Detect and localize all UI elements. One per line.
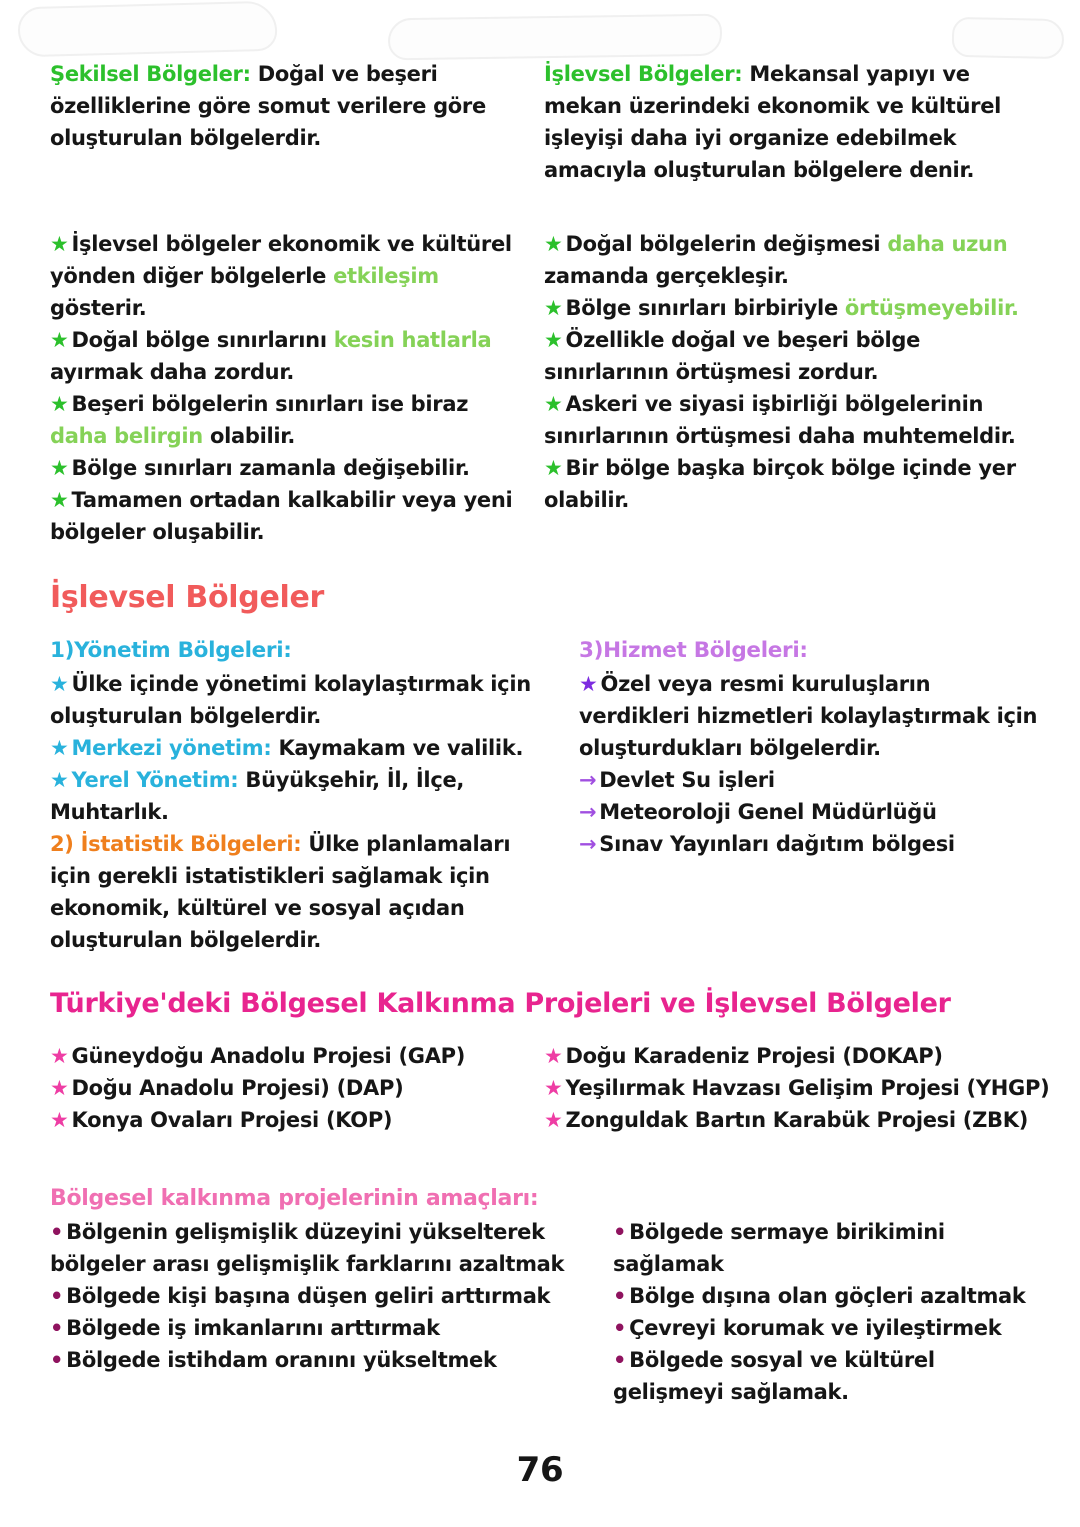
text-segment: Askeri ve siyasi işbirliği bölgelerinin sınırlarının örtüşmesi daha muhtemeldir. — [544, 392, 1016, 448]
dot-bullet-icon: • — [50, 1348, 64, 1372]
goals-column-right — [613, 1182, 1044, 1408]
text-segment: Meteoroloji Genel Müdürlüğü — [599, 800, 937, 824]
text-segment: Doğal bölgelerin değişmesi — [565, 232, 888, 256]
star-icon: ★ — [544, 456, 563, 480]
goal-item — [613, 1344, 1044, 1408]
goal-item — [50, 1280, 595, 1312]
star-icon: ★ — [50, 232, 69, 256]
goal-list-left — [50, 1216, 595, 1376]
text-segment: Konya Ovaları Projesi (KOP) — [71, 1108, 393, 1132]
fact-item — [544, 324, 1044, 388]
yonetim-list — [50, 668, 555, 956]
text-segment: Sınav Yayınları dağıtım bölgesi — [599, 832, 955, 856]
highlighted-text: daha uzun — [887, 232, 1008, 256]
text-segment: gösterir. — [50, 296, 147, 320]
text-segment: Çevreyi korumak ve iyileştirmek — [629, 1316, 1002, 1340]
goals-column-left — [50, 1182, 595, 1408]
star-icon: ★ — [544, 1076, 563, 1100]
text-segment: ayırmak daha zordur. — [50, 360, 295, 384]
hizmet-item — [579, 668, 1044, 764]
goal-item — [50, 1312, 595, 1344]
star-icon: ★ — [50, 456, 69, 480]
fact-item — [50, 452, 520, 484]
text-segment: Kaymakam ve valilik. — [271, 736, 524, 760]
text-segment: Özellikle doğal ve beşeri bölge sınırlarının örtüşmesi zordur. — [544, 328, 921, 384]
yonetim-item — [50, 668, 555, 732]
highlighted-text: etkileşim — [333, 264, 439, 288]
star-icon: ★ — [544, 1044, 563, 1068]
star-icon: ★ — [544, 328, 563, 352]
project-item — [50, 1040, 520, 1072]
dot-bullet-icon: • — [613, 1348, 627, 1372]
text-segment: zamanda gerçekleşir. — [544, 264, 789, 288]
project-item — [544, 1072, 1049, 1104]
fact-item — [544, 292, 1044, 324]
star-icon: ★ — [544, 392, 563, 416]
definition-term: Şekilsel Bölgeler: — [50, 62, 251, 86]
star-icon: ★ — [50, 392, 69, 416]
text-segment: Güneydoğu Anadolu Projesi (GAP) — [71, 1044, 466, 1068]
definition-term: İşlevsel Bölgeler: — [544, 62, 743, 86]
definitions-row — [50, 58, 1044, 186]
fact-item — [50, 388, 520, 452]
text-segment: Bölge sınırları zamanla değişebilir. — [71, 456, 470, 480]
project-list-right — [544, 1040, 1049, 1136]
section-heading-kalkinma-projeleri: Türkiye'deki Bölgesel Kalkınma Projeleri ve İşlevsel Bölgeler — [50, 988, 951, 1019]
fact-item — [50, 324, 520, 388]
project-item — [544, 1104, 1049, 1136]
text-segment: Doğu Karadeniz Projesi (DOKAP) — [565, 1044, 943, 1068]
dot-bullet-icon: • — [613, 1284, 627, 1308]
fact-list-right — [544, 228, 1044, 548]
star-icon: ★ — [544, 1108, 563, 1132]
text-segment: Bölgede sosyal ve kültürel gelişmeyi sağlamak. — [613, 1348, 935, 1404]
fact-item — [544, 228, 1044, 292]
star-icon: ★ — [50, 736, 69, 760]
goal-item — [50, 1344, 595, 1376]
fact-item — [544, 388, 1044, 452]
fact-item — [544, 452, 1044, 516]
dot-bullet-icon: • — [50, 1284, 64, 1308]
star-icon: ★ — [50, 1076, 69, 1100]
goals-row — [50, 1182, 1044, 1408]
text-segment: Bölgede sermaye birikimini sağlamak — [613, 1220, 945, 1276]
project-item — [50, 1104, 520, 1136]
star-icon: ★ — [50, 1108, 69, 1132]
text-segment: Ülke planlamaları için gerekli istatistikleri sağlamak için ekonomik, kültürel ve sosyal açıdan oluşturulan bölgelerdir. — [50, 832, 511, 952]
goal-item — [613, 1312, 1044, 1344]
definition-islevsel — [544, 58, 1044, 186]
text-segment: Ülke içinde yönetimi kolaylaştırmak için oluşturulan bölgelerdir. — [50, 672, 531, 728]
text-segment: Beşeri bölgelerin sınırları ise biraz — [71, 392, 469, 416]
text-segment: Bir bölge başka birçok bölge içinde yer olabilir. — [544, 456, 1016, 512]
dot-bullet-icon: • — [50, 1220, 64, 1244]
highlighted-text: Yerel Yönetim: — [71, 768, 239, 792]
hizmet-column — [579, 634, 1044, 956]
yonetim-item — [50, 732, 555, 764]
goals-right-spacer — [613, 1182, 1044, 1216]
highlighted-text: örtüşmeyebilir. — [844, 296, 1019, 320]
text-segment: Yeşilırmak Havzası Gelişim Projesi (YHGP) — [565, 1076, 1050, 1100]
text-segment: Doğu Anadolu Projesi) (DAP) — [71, 1076, 404, 1100]
project-item — [50, 1072, 520, 1104]
text-segment: Tamamen ortadan kalkabilir veya yeni bölgeler oluşabilir. — [50, 488, 513, 544]
goal-item — [613, 1216, 1044, 1280]
yonetim-item — [50, 764, 555, 828]
text-segment: Bölge sınırları birbiriyle — [565, 296, 845, 320]
hizmet-example — [579, 828, 1044, 860]
hizmet-example — [579, 764, 1044, 796]
functional-row — [50, 634, 1044, 956]
goal-item — [613, 1280, 1044, 1312]
subheading-amaclar: Bölgesel kalkınma projelerinin amaçları: — [50, 1186, 539, 1211]
dot-bullet-icon: • — [50, 1316, 64, 1340]
goal-item — [50, 1216, 595, 1280]
subheading-yonetim: 1)Yönetim Bölgeleri: — [50, 638, 292, 663]
hizmet-list — [579, 668, 1044, 860]
text-segment: Doğal bölge sınırlarını — [71, 328, 334, 352]
star-icon: ★ — [50, 488, 69, 512]
star-icon: ★ — [579, 672, 598, 696]
highlighted-text: Merkezi yönetim: — [71, 736, 272, 760]
text-segment: Büyükşehir, İl, İlçe, Muhtarlık. — [50, 768, 465, 824]
yonetim-column — [50, 634, 555, 956]
text-segment: Zonguldak Bartın Karabük Projesi (ZBK) — [565, 1108, 1028, 1132]
definition-body: Mekansal yapıyı ve mekan üzerindeki ekonomik ve kültürel işleyişi daha iyi organize edebilmek amacıyla oluşturulan bölgelere denir. — [544, 62, 1002, 182]
highlighted-text: daha belirgin — [50, 424, 203, 448]
text-segment: Özel veya resmi kuruluşların verdikleri hizmetleri kolaylaştırmak için oluşturdukları bölgelerdir. — [579, 672, 1038, 760]
fact-list-left — [50, 228, 520, 548]
subheading-hizmet: 3)Hizmet Bölgeleri: — [579, 638, 808, 663]
highlighted-text: 2) İstatistik Bölgeleri: — [50, 832, 302, 856]
project-item — [544, 1040, 1049, 1072]
project-list-left — [50, 1040, 520, 1136]
dot-bullet-icon: • — [613, 1220, 627, 1244]
text-segment: İşlevsel bölgeler ekonomik ve kültürel yönden diğer bölgelerle — [50, 232, 512, 288]
page-number: 76 — [516, 1450, 564, 1490]
fact-item — [50, 484, 520, 548]
star-icon: ★ — [50, 672, 69, 696]
hizmet-example — [579, 796, 1044, 828]
text-segment: Bölgede kişi başına düşen geliri arttırmak — [66, 1284, 551, 1308]
text-segment: Bölgede istihdam oranını yükseltmek — [66, 1348, 497, 1372]
star-icon: ★ — [544, 232, 563, 256]
highlighted-text: kesin hatlarla — [333, 328, 492, 352]
star-icon: ★ — [50, 328, 69, 352]
section-heading-islevsel-bolgeler: İşlevsel Bölgeler — [50, 580, 325, 615]
star-icon: ★ — [50, 1044, 69, 1068]
definition-body: Doğal ve beşeri özelliklerine göre somut verilere göre oluşturulan bölgelerdir. — [50, 62, 486, 150]
text-segment: olabilir. — [202, 424, 296, 448]
text-segment: Bölgede iş imkanlarını arttırmak — [66, 1316, 440, 1340]
facts-row — [50, 228, 1044, 548]
arrow-icon: → — [579, 800, 597, 824]
text-segment: Bölge dışına olan göçleri azaltmak — [629, 1284, 1026, 1308]
fact-item — [50, 228, 520, 324]
text-segment: Devlet Su işleri — [599, 768, 775, 792]
projects-row — [50, 1040, 1050, 1136]
istatistik-paragraph — [50, 828, 555, 956]
definition-sekilsel — [50, 58, 520, 186]
star-icon: ★ — [50, 768, 69, 792]
star-icon: ★ — [544, 296, 563, 320]
text-segment: Bölgenin gelişmişlik düzeyini yükselterek bölgeler arası gelişmişlik farklarını azaltmak — [50, 1220, 565, 1276]
arrow-icon: → — [579, 832, 597, 856]
arrow-icon: → — [579, 768, 597, 792]
goal-list-right — [613, 1216, 1044, 1408]
dot-bullet-icon: • — [613, 1316, 627, 1340]
